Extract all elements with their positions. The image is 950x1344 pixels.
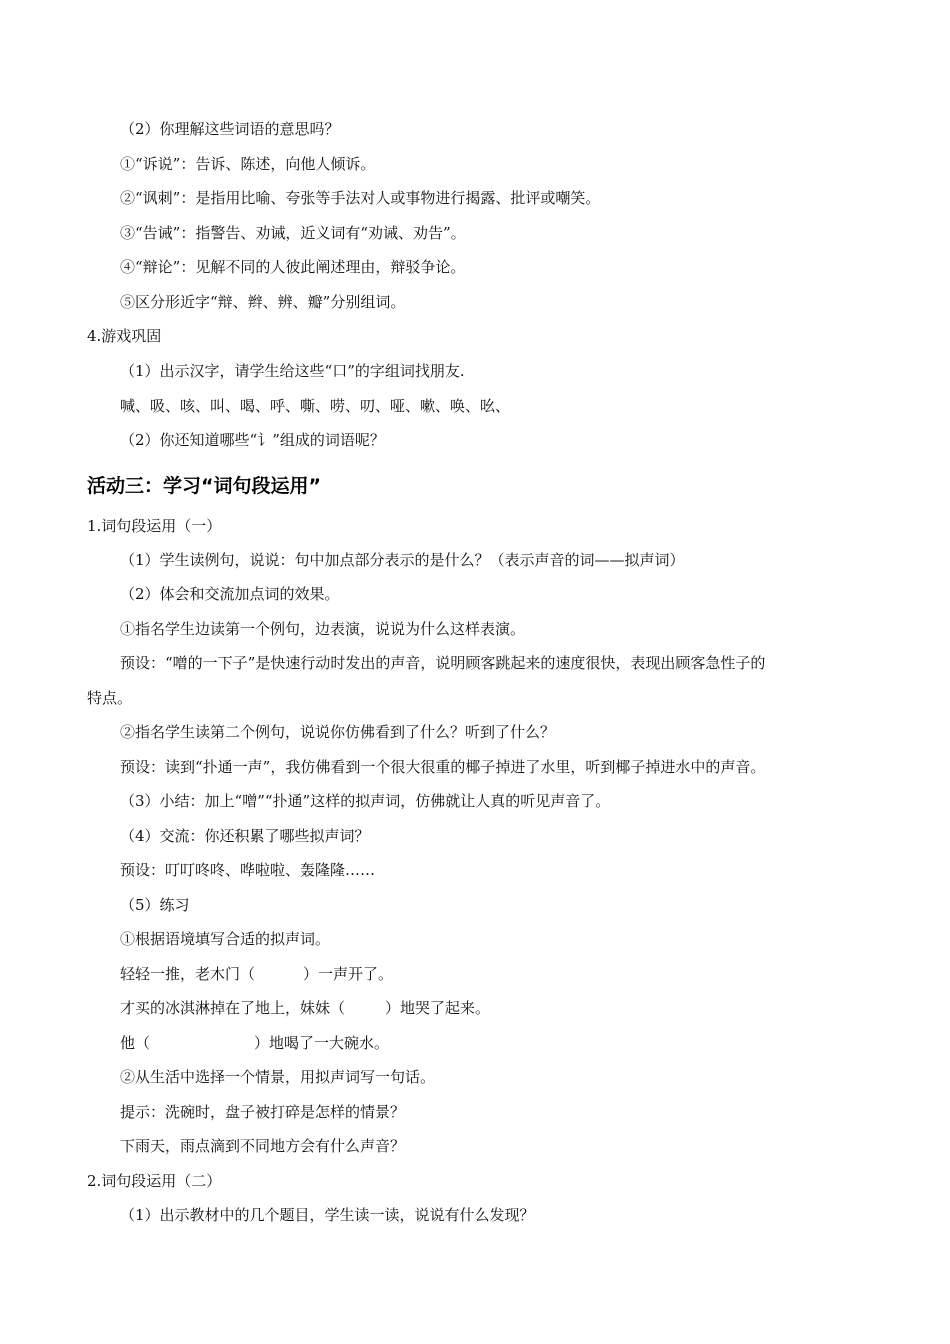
sentence-2-end: ）地哭了起来。: [385, 999, 491, 1017]
sentence-1-end: ）一声开了。: [303, 965, 394, 983]
sentence-2-start: 才买的冰淇淋掉在了地上，妹妹（: [120, 999, 346, 1017]
subsection-2-title: 2.词句段运用（二）: [87, 1172, 222, 1190]
game-instruction-2: （2）你还知道哪些“讠”组成的词语呢？: [120, 431, 385, 449]
preset-1: 预设：“噌的一下子”是快速行动时发出的声音，说明顾客跳起来的速度很快，表现出顾客急性子的: [120, 654, 766, 672]
subsection-2-step-1: （1）出示教材中的几个题目，学生读一读，说说有什么发现？: [120, 1206, 535, 1224]
sentence-3-end: ）地喝了一大碗水。: [254, 1034, 390, 1052]
preset-2: 预设：读到“扑通一声”，我仿佛看到一个很大很重的椰子掉进了水里，听到椰子掉进水中的声音。: [120, 758, 766, 776]
definition-bianlun: ④“辩论”：见解不同的人彼此阐述理由，辩驳争论。: [120, 258, 466, 276]
fill-blank-sentence-3: [120, 1033, 389, 1053]
subsection-1-title: 1.词句段运用（一）: [87, 517, 222, 535]
preset-3: 预设：叮叮咚咚、哗啦啦、轰隆隆……: [120, 861, 376, 879]
preset-1-continued: 特点。: [87, 689, 133, 707]
character-list: 喊、吸、咳、叫、喝、呼、嘶、唠、叨、哑、嗽、唤、吆、: [120, 397, 511, 415]
similar-characters-task: ⑤区分形近字“辩、辫、辨、瓣”分别组词。: [120, 293, 406, 311]
practice-item-1: ①根据语境填写合适的拟声词。: [120, 930, 331, 948]
game-instruction-1: （1）出示汉字，请学生给这些“口”的字组词找朋友.: [120, 362, 465, 380]
definition-gaojie: ③“告诫”：指警告、劝诫，近义词有“劝诫、劝告”。: [120, 224, 466, 242]
section-4-title: 4.游戏巩固: [87, 327, 162, 345]
hint-2: 下雨天，雨点滴到不同地方会有什么声音？: [120, 1137, 406, 1155]
definition-fengci: ②“讽刺”：是指用比喻、夸张等手法对人或事物进行揭露、批评或嘲笑。: [120, 189, 601, 207]
activity-3-heading: 活动三：学习“词句段运用”: [87, 475, 321, 497]
step-1: （1）学生读例句，说说：句中加点部分表示的是什么？（表示声音的词——拟声词）: [120, 551, 685, 569]
step-4-exchange: （4）交流：你还积累了哪些拟声词？: [120, 827, 370, 845]
sentence-3-start: 他（: [120, 1034, 151, 1052]
question-2-meaning: （2）你理解这些词语的意思吗？: [120, 120, 340, 138]
step-2-item-2: ②指名学生读第二个例句，说说你仿佛看到了什么？听到了什么？: [120, 723, 556, 741]
fill-blank-sentence-1: [120, 964, 393, 984]
step-5-practice: （5）练习: [120, 896, 190, 914]
sentence-1-start: 轻轻一推，老木门（: [120, 965, 256, 983]
definition-sushuo: ①“诉说”：告诉、陈述，向他人倾诉。: [120, 155, 376, 173]
step-3-summary: （3）小结：加上“噌”“扑通”这样的拟声词，仿佛就让人真的听见声音了。: [120, 792, 611, 810]
practice-item-2: ②从生活中选择一个情景，用拟声词写一句话。: [120, 1068, 436, 1086]
step-2-item-1: ①指名学生边读第一个例句，边表演，说说为什么这样表演。: [120, 620, 526, 638]
hint-1: 提示：洗碗时，盘子被打碎是怎样的情景？: [120, 1103, 406, 1121]
fill-blank-sentence-2: [120, 998, 490, 1018]
step-2: （2）体会和交流加点词的效果。: [120, 585, 340, 603]
